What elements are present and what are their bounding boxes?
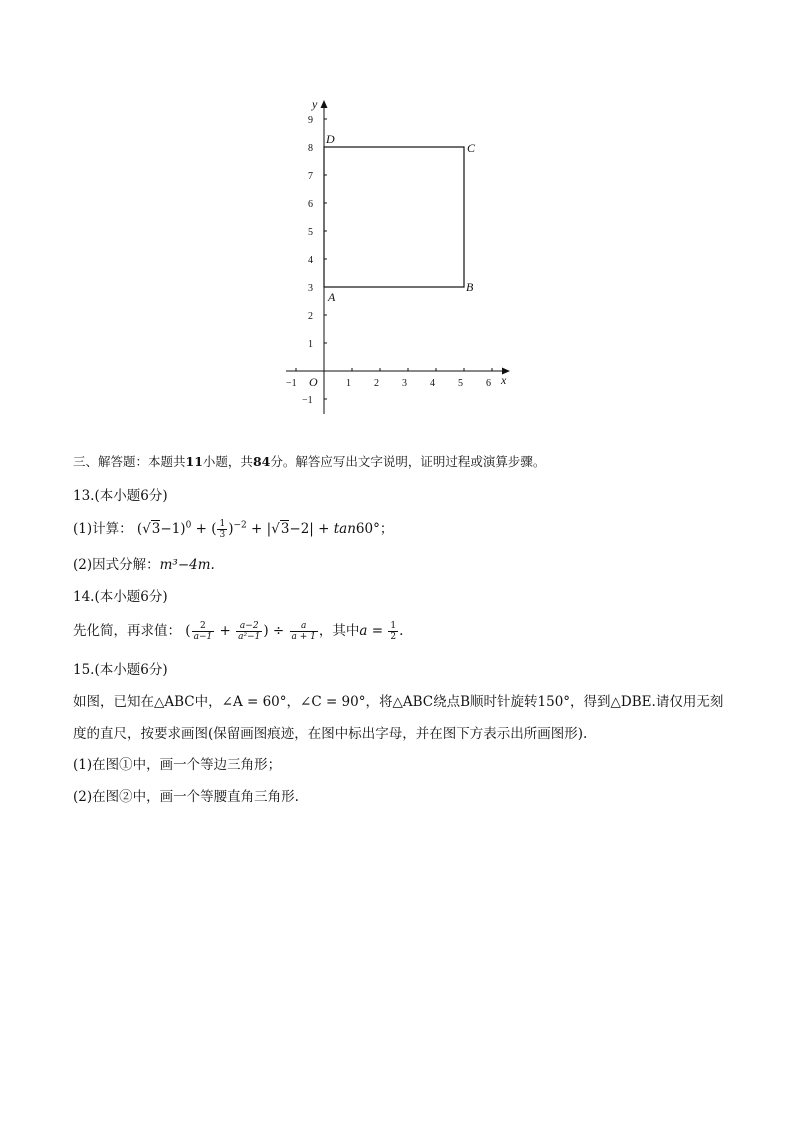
rectangle-abcd xyxy=(324,147,464,287)
point-label-c: C xyxy=(467,141,476,155)
y-tick-label: 8 xyxy=(308,143,313,154)
y-tick-label: 1 xyxy=(308,339,313,350)
x-tick-label: −1 xyxy=(286,378,297,389)
q14-body: 先化简，再求值： ( $\frac{2}{a-1}$ + $\frac{a-2}{\text{a²−1}}$ ) ÷ $\frac{a}{a + 1}$ ，其中a = $\frac{1}{2}$ . xyxy=(73,621,404,642)
q15-line2: 度的直尺，按要求画图(保留画图痕迹，在图中标出字母，并在图下方表示出所画图形). xyxy=(73,726,588,742)
y-axis-label: y xyxy=(312,97,318,111)
q13-part1-expr: $(√3-1)^0$ + ( $\frac{1}{3}$ )$^{-2}$ + |√3−2| + tan60°； xyxy=(136,519,394,540)
x-tick-label: 2 xyxy=(374,378,379,389)
q13-part1 xyxy=(73,517,393,540)
y-tick-label: 4 xyxy=(308,255,313,266)
q15-header: 15.(本小题6分) xyxy=(73,662,168,678)
y-tick-label: 6 xyxy=(308,199,313,210)
x-axis-label: x xyxy=(501,373,507,387)
x-tick-label: 1 xyxy=(346,378,351,389)
q13-part2: (2)因式分解：m³−4m. xyxy=(73,557,215,573)
y-tick-label: 7 xyxy=(308,171,313,182)
q14-expr: ( $\frac{2}{a-1}$ + $\frac{a-2}{\text{a²−1}}$ ) ÷ $\frac{a}{a + 1}$ xyxy=(185,621,316,642)
y-tick-label: 3 xyxy=(308,283,313,294)
point-label-a: A xyxy=(328,290,336,304)
q14-header: 14.(本小题6分) xyxy=(73,589,168,605)
point-label-d: D xyxy=(326,132,335,146)
x-tick-label: 3 xyxy=(402,378,407,389)
q15-part2: (2)在图②中，画一个等腰直角三角形. xyxy=(73,789,299,805)
y-axis-arrow xyxy=(321,100,328,108)
q15-line1: 如图，已知在△ABC中，∠A = 60°，∠C = 90°，将△ABC绕点B顺时针旋转150°，得到△DBE.请仅用无刻 xyxy=(73,694,724,710)
point-label-b: B xyxy=(466,280,474,294)
q13-header: 13.(本小题6分) xyxy=(73,488,168,504)
origin-label: O xyxy=(309,375,318,389)
y-tick-label: −1 xyxy=(302,395,313,406)
coordinate-graph xyxy=(280,92,520,422)
y-tick-label: 9 xyxy=(308,115,313,126)
y-tick-label: 5 xyxy=(308,227,313,238)
q15-part1: (1)在图①中，画一个等边三角形； xyxy=(73,757,282,773)
y-tick-label: 2 xyxy=(308,311,313,322)
q13-part1-label: (1)计算： xyxy=(73,521,133,537)
x-tick-label: 6 xyxy=(486,378,491,389)
x-tick-label: 5 xyxy=(458,378,463,389)
section-header: 三、解答题：本题共11小题，共84分。解答应写出文字说明，证明过程或演算步骤。 xyxy=(73,454,546,469)
x-tick-label: 4 xyxy=(430,378,435,389)
